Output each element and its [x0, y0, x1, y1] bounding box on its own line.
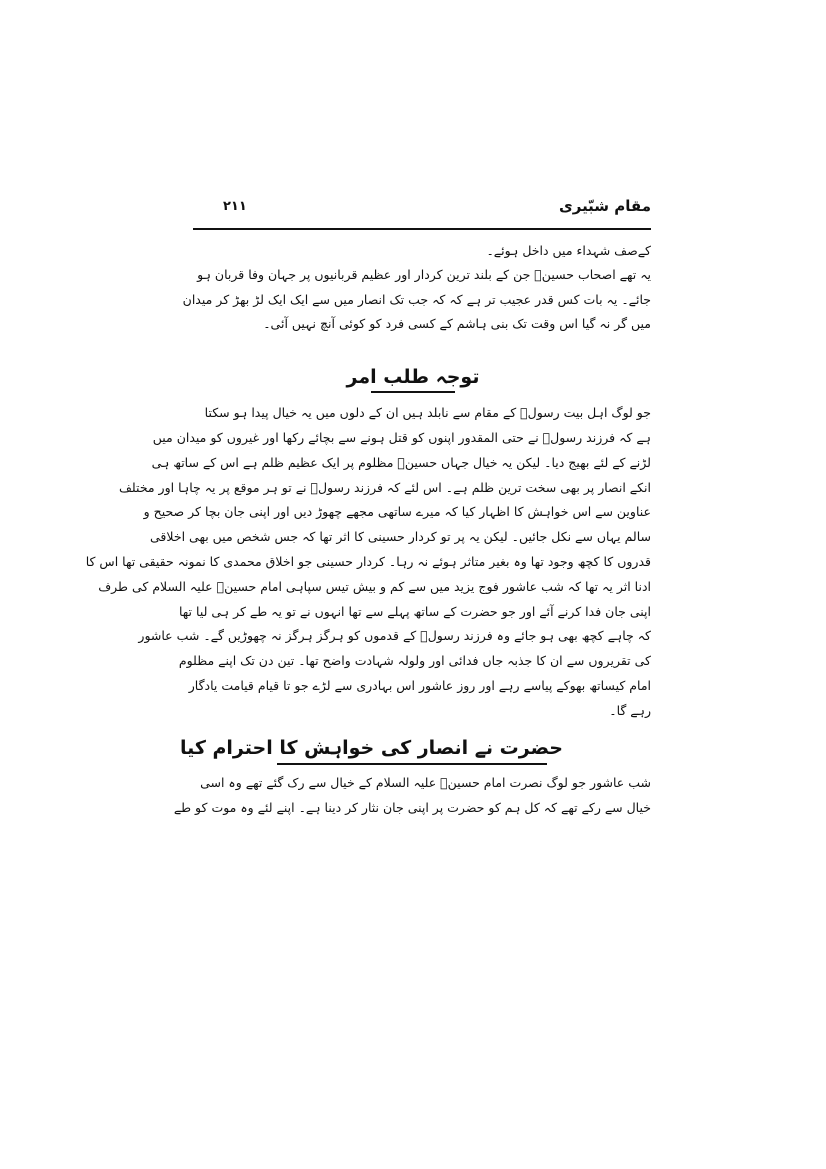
section-heading: توجہ طلب امر: [346, 366, 480, 388]
text-line: رہے گا۔: [609, 703, 651, 718]
text-line: یہ تھے اصحاب حسینؑ جن کے بلند ترین کردار اور عظیم قربانیوں پر جہان وفا قربان ہو: [197, 267, 651, 282]
running-title: مقام شبّیری: [558, 197, 651, 215]
text-line: خیال سے رکے تھے کہ کل ہم کو حضرت پر اپنی جان نثار کر دینا ہے۔ اپنے لئے وہ موت کو طے: [173, 800, 651, 815]
text-line: جو لوگ اہل بیت رسولؐ کے مقام سے نابلد ہیں ان کے دلوں میں یہ خیال پیدا ہو سکتا: [204, 405, 651, 420]
text-line: امام کیساتھ بھوکے پیاسے رہے اور روز عاشور اس بہادری سے لڑے جو تا قیام قیامت یادگار: [188, 678, 651, 693]
text-line: ہے کہ فرزند رسولؐ نے حتی المقدور اپنوں کو قتل ہونے سے بچائے رکھا اور غیروں کو میدان میں: [152, 430, 651, 445]
text-line: کہ چاہے کچھ بھی ہو جائے وہ فرزند رسولؐ کے قدموں کو ہرگز ہرگز نہ چھوڑیں گے۔ شب عاشور: [138, 628, 651, 643]
text-line: جائے۔ یہ بات کس قدر عجیب تر ہے کہ کہ جب تک انصار میں سے ایک ایک لڑ بھڑ کر میدان: [182, 292, 651, 307]
text-line: کےصف شہداء میں داخل ہوئے۔: [486, 243, 651, 258]
heading-underline: [277, 763, 547, 765]
text-line: انکے انصار پر بھی سخت ترین ظلم ہے۔ اس لئے کہ فرزند رسولؐ نے تو ہر موقع پر یہ چاہا اور مختلف: [118, 480, 651, 495]
page-number: ۲۱۱: [223, 199, 247, 214]
header-rule: [193, 228, 651, 230]
text-line: میں گر نہ گیا اس وقت تک بنی ہاشم کے کسی فرد کو کوئی آنچ نہیں آئی۔: [263, 316, 651, 331]
text-line: لڑنے کے لئے بھیج دیا۔ لیکن یہ خیال جہاں حسینؑ مظلوم پر ایک عظیم ظلم ہے اس کے ساتھ ہی: [151, 455, 651, 470]
section-heading: حضرت نے انصار کی خواہش کا احترام کیا: [179, 737, 563, 759]
text-line: شب عاشور جو لوگ نصرت امام حسینؑ علیہ السلام کے خیال سے رک گئے تھے وہ اسی: [200, 775, 651, 790]
text-line: قدروں کا کچھ وجود تھا وہ بغیر متاثر ہوئے نہ رہا۔ کردار حسینی جو اخلاق محمدی کا نمونہ حقیقی تھا اس کا: [85, 554, 651, 569]
heading-underline: [371, 391, 455, 393]
text-line: ادنا اثر یہ تھا کہ شب عاشور فوج یزید میں سے کم و بیش تیس سپاہی امام حسینؑ علیہ السلام کی طرف: [98, 579, 651, 594]
text-line: کی تقریروں سے ان کا جذبہ جاں فدائی اور ولولہ شہادت واضح تھا۔ تین دن تک اپنے مظلوم: [178, 653, 651, 668]
page-header: [193, 197, 651, 225]
text-line: اپنی جان فدا کرنے آئے اور جو حضرت کے ساتھ پہلے سے تھا انہوں نے تو یہ طے کر ہی لیا تھا: [178, 604, 651, 619]
text-line: عناوین سے اس خواہش کا اظہار کیا کہ میرے ساتھی مجھے چھوڑ دیں اور اپنی جان بچا کر صحیح و: [143, 504, 651, 519]
text-line: سالم یہاں سے نکل جائیں۔ لیکن یہ پر تو کردار حسینی کا اثر تھا کہ جس شخص میں بھی اخلاقی: [150, 529, 651, 544]
